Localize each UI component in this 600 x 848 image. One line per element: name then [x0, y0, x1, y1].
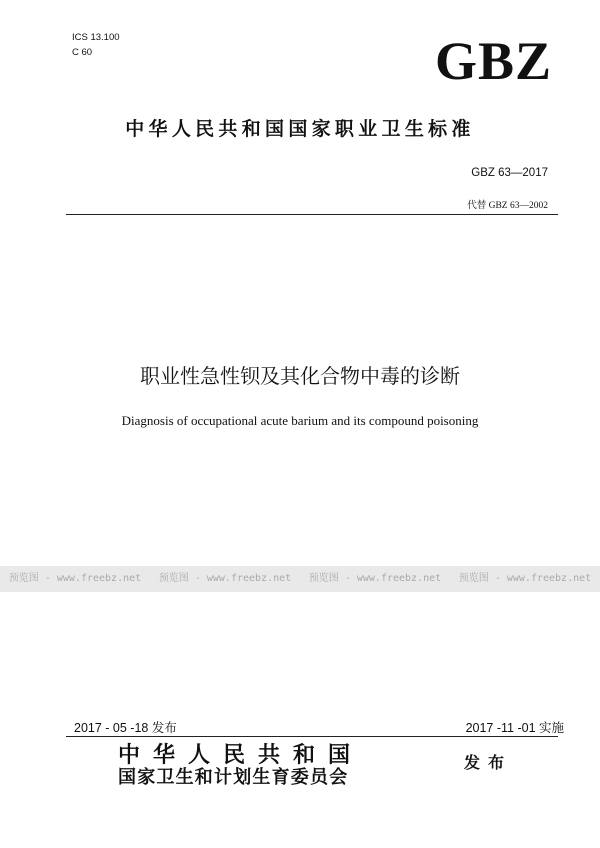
document-title-english: Diagnosis of occupational acute barium and its compound poisoning: [121, 413, 479, 428]
watermark-text: 预览图 - www.freebz.net: [458, 573, 592, 584]
publish-label: 发布: [464, 753, 513, 772]
document-title-chinese: 职业性急性钡及其化合物中毒的诊断: [140, 364, 460, 388]
ics-code: ICS 13.100: [72, 32, 120, 43]
watermark-text: 预览图 - www.freebz.net: [308, 573, 442, 584]
issuer-commission: 国家卫生和计划生育委员会: [118, 767, 349, 788]
gbz-logo: GBZ: [434, 31, 552, 91]
standard-number: GBZ 63—2017: [471, 167, 548, 179]
issuer-country: 中华人民共和国: [118, 743, 364, 768]
watermark-text: 预览图 - www.freebz.net: [8, 573, 142, 584]
implementation-date: 2017 -11 -01 实施: [465, 721, 564, 735]
header-divider: [66, 214, 558, 215]
watermark-text: 预览图 - www.freebz.net: [158, 573, 292, 584]
replaces-standard: 代替 GBZ 63—2002: [467, 201, 548, 211]
standard-type-title: 中华人民共和国国家职业卫生标准: [125, 118, 475, 140]
watermark-banner: [0, 566, 600, 592]
classification-codes: [72, 30, 120, 60]
footer-divider: [66, 736, 558, 737]
ccs-code: C 60: [72, 47, 93, 58]
issue-date: 2017 - 05 -18 发布: [74, 721, 177, 735]
